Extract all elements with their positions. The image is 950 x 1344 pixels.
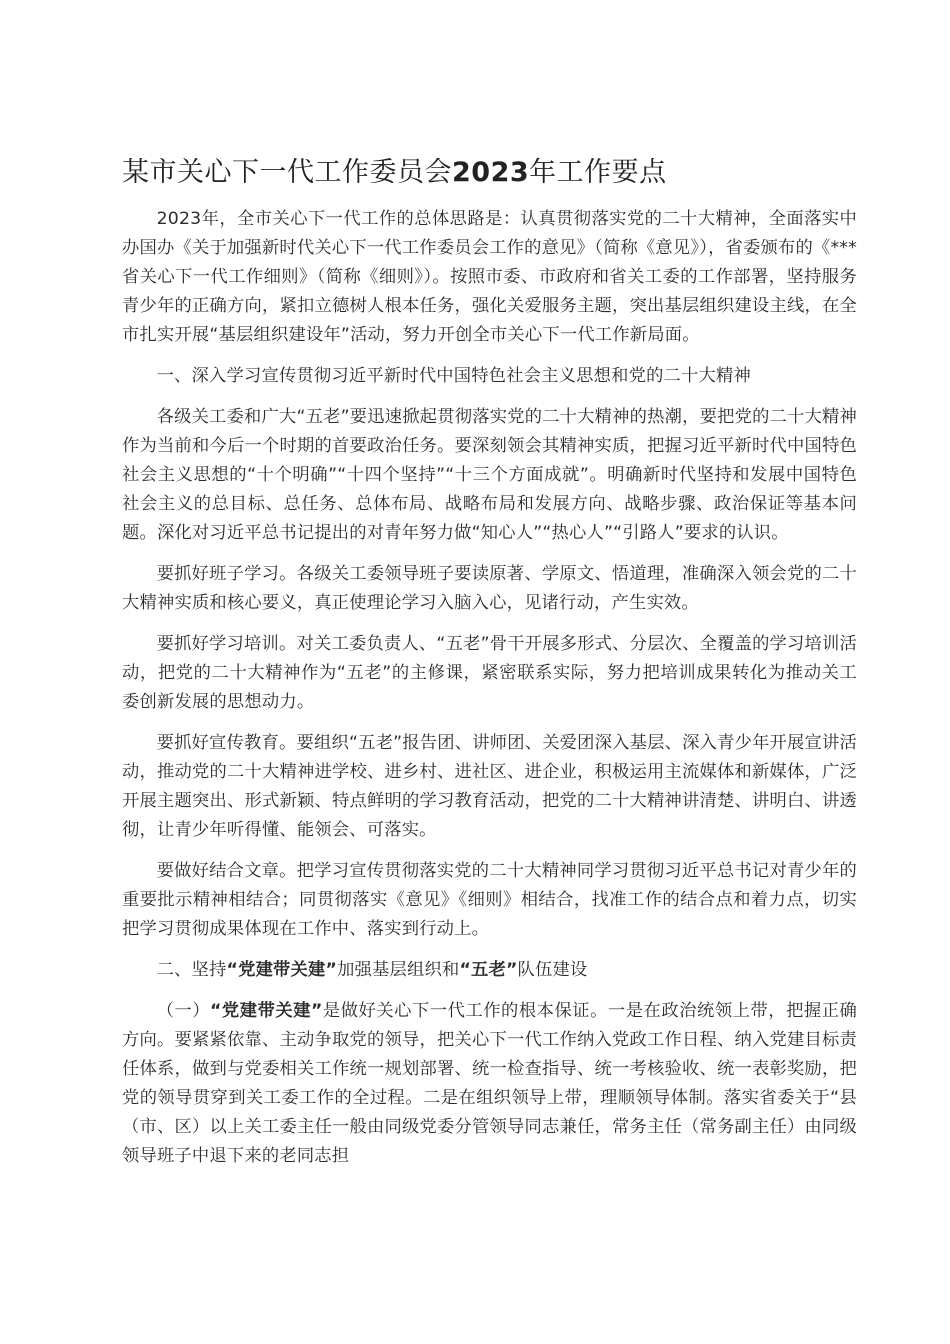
- title-year: 2023: [452, 157, 530, 188]
- paragraph-emphasis: “党建带关建”: [210, 1001, 323, 1021]
- section-1-heading: 一、深入学习宣传贯彻习近平新时代中国特色社会主义思想和党的二十大精神: [156, 366, 751, 386]
- section-2-heading: [122, 956, 857, 985]
- document-title: [122, 151, 882, 195]
- section-2-heading-emphasis: “党建带关建”: [226, 960, 338, 980]
- section-1-paragraph-4: 要抓好宣传教育。要组织“五老”报告团、讲师团、关爱团深入基层、深入青少年开展宣讲活动，推动党的二十大精神进学校、进乡村、进社区、进企业，积极运用主流媒体和新媒体，广泛开展主题突出、形式新颖、特点鲜明的学习教育活动，把党的二十大精神讲清楚、讲明白、讲透彻，让青少年听得懂、能领会、可落实。: [122, 733, 857, 840]
- section-2-heading-part: 队伍建设: [517, 960, 588, 980]
- section-1-paragraph-3: 要抓好学习培训。对关工委负责人、“五老”骨干开展多形式、分层次、全覆盖的学习培训活动，把党的二十大精神作为“五老”的主修课，紧密联系实际，努力把培训成果转化为推动关工委创新发展的思想动力。: [122, 634, 857, 712]
- paragraph-text: 是做好关心下一代工作的根本保证。一是在政治统领上带，把握正确方向。要紧紧依靠、主动争取党的领导，把关心下一代工作纳入党政工作日程、纳入党建目标责任体系，做到与党委相关工作统一规划部署、统一检查指导、统一考核验收、统一表彰奖励，把党的领导贯穿到关工委工作的全过程。二是在组织领导上带，理顺领导体制。落实省委关于“县（市、区）以上关工委主任一般由同级党委分管领导同志兼任，常务主任（常务副主任）由同级领导班子中退下来的老同志担: [122, 1001, 857, 1166]
- section-1-paragraph-5: 要做好结合文章。把学习宣传贯彻落实党的二十大精神同学习贯彻习近平总书记对青少年的重要批示精神相结合；同贯彻落实《意见》《细则》相结合，找准工作的结合点和着力点，切实把学习贯彻成果体现在工作中、落实到行动上。: [122, 861, 857, 939]
- title-suffix: 年工作要点: [529, 157, 667, 188]
- section-2-heading-part: 二、坚持: [156, 960, 227, 980]
- intro-paragraph: 2023年，全市关心下一代工作的总体思路是：认真贯彻落实党的二十大精神，全面落实中办国办《关于加强新时代关心下一代工作委员会工作的意见》（简称《意见》），省委颁布的《***省关心下一代工作细则》（简称《细则》）。按照市委、市政府和省关工委的工作部署，坚持服务青少年的正确方向，紧扣立德树人根本任务，强化关爱服务主题，突出基层组织建设主线，在全市扎实开展“基层组织建设年”活动，努力开创全市关心下一代工作新局面。: [122, 209, 857, 345]
- section-1-paragraph-1: 各级关工委和广大“五老”要迅速掀起贯彻落实党的二十大精神的热潮，要把党的二十大精神作为当前和今后一个时期的首要政治任务。要深刻领会其精神实质，把握习近平新时代中国特色社会主义思想的“十个明确”“十四个坚持”“十三个方面成就”。明确新时代坚持和发展中国特色社会主义的总目标、总任务、总体布局、战略布局和发展方向、战略步骤、政治保证等基本问题。深化对习近平总书记提出的对青年努力做“知心人”“热心人”“引路人”要求的认识。: [122, 407, 857, 543]
- section-1-paragraph-2: 要抓好班子学习。各级关工委领导班子要读原著、学原文、悟道理，准确深入领会党的二十大精神实质和核心要义，真正使理论学习入脑入心，见诸行动，产生实效。: [122, 564, 857, 613]
- document-body: [122, 205, 857, 1183]
- section-2-paragraph-1: [122, 997, 857, 1171]
- title-prefix: 某市关心下一代工作委员会: [122, 157, 452, 188]
- paragraph-number: （一）: [156, 1001, 211, 1021]
- section-2-heading-emphasis: “五老”: [459, 960, 518, 980]
- section-2-heading-part: 加强基层组织和: [337, 960, 460, 980]
